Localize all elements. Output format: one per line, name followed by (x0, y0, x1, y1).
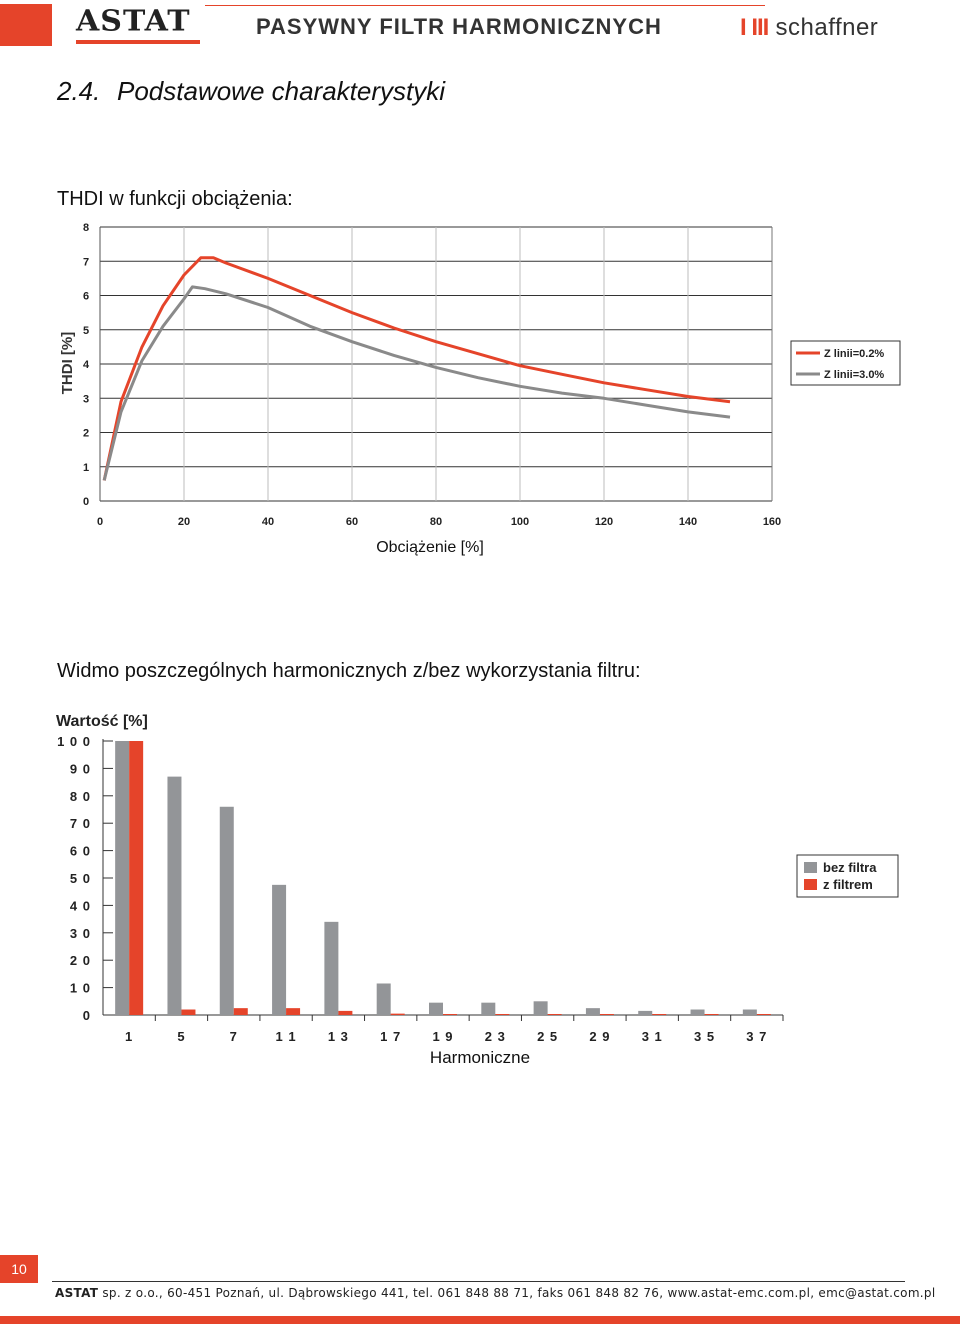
chart1-heading: THDI w funkcji obciążenia: (57, 188, 293, 210)
chart1-y-tick-label: 3 (82, 393, 90, 406)
chart2-x-tick-label: 1 3 (327, 1029, 349, 1044)
chart2-bar-z-filtrem (129, 741, 143, 1015)
chart2-bar-z-filtrem (443, 1014, 457, 1015)
chart1-grid (100, 227, 772, 501)
chart2-y-tick-label: 4 0 (69, 898, 91, 914)
chart2-bar-z-filtrem (495, 1014, 509, 1015)
chart2-legend-label: bez filtra (823, 860, 877, 875)
chart2-bar-bez-filtra (272, 885, 286, 1015)
chart2-y-tick-label: 8 0 (69, 788, 91, 804)
chart2-x-tick-label: 3 7 (746, 1029, 768, 1044)
chart2-bar-z-filtrem (705, 1014, 719, 1015)
chart2-bar-bez-filtra (429, 1003, 443, 1015)
chart1-x-ticks (97, 516, 781, 528)
harmonics-bar-chart (0, 705, 960, 1075)
chart2-y-tick-label: 7 0 (69, 816, 91, 832)
chart2-bar-z-filtrem (600, 1014, 614, 1015)
chart1-y-axis-label: THDI [%] (59, 331, 76, 395)
chart2-bar-z-filtrem (338, 1011, 352, 1015)
chart2-heading: Widmo poszczególnych harmonicznych z/bez wykorzystania filtru: (57, 660, 641, 682)
chart2-x-tick-label: 2 3 (484, 1029, 506, 1044)
footer-contact (55, 1286, 935, 1300)
chart1-y-tick-label: 6 (82, 290, 90, 303)
section-title-text: Podstawowe charakterystyki (117, 76, 446, 106)
footer-address: sp. z o.o., 60-451 Poznań, ul. Dąbrowskiego 441, tel. 061 848 88 71, faks 061 848 82 76, www.astat-emc.com.pl, emc@astat.com.pl (102, 1286, 936, 1300)
chart1-legend (791, 341, 900, 385)
schaffner-logo (740, 14, 878, 42)
chart1-series-line-1 (104, 258, 730, 481)
chart1-y-tick-label: 5 (82, 324, 90, 337)
chart2-y-tick-label: 1 0 0 (57, 734, 91, 749)
section-number: 2.4. (57, 76, 101, 106)
chart2-x-tick-label: 3 5 (693, 1029, 716, 1044)
chart1-y-tick-label: 2 (82, 427, 90, 440)
chart2-bar-bez-filtra (115, 741, 129, 1015)
chart2-bar-z-filtrem (234, 1008, 248, 1015)
header-red-square (0, 4, 52, 46)
chart1-y-tick-label: 4 (82, 359, 90, 371)
chart2-x-tick-label: 7 (229, 1029, 238, 1044)
chart1-y-tick-label: 0 (82, 496, 90, 508)
chart2-legend-swatch (804, 879, 817, 890)
chart1-y-tick-label: 8 (82, 222, 90, 234)
chart2-x-tick-label: 1 (125, 1029, 134, 1044)
brand-name: schaffner (775, 14, 879, 41)
chart2-x-tick-label: 2 9 (589, 1029, 611, 1044)
footer-company: ASTAT (55, 1286, 99, 1300)
chart2-bar-bez-filtra (481, 1003, 495, 1015)
chart2-x-tick-label: 3 1 (641, 1029, 663, 1044)
astat-logo: ASTAT (76, 4, 191, 39)
chart1-series (104, 258, 730, 481)
chart2-legend-label: z filtrem (823, 877, 873, 892)
thdi-line-chart (0, 215, 960, 560)
header-rule (205, 5, 765, 6)
chart2-bar-bez-filtra (220, 807, 234, 1015)
brand-bars: I III (740, 14, 769, 41)
footer-rule (52, 1281, 905, 1282)
chart2-y-axis-label: Wartość [%] (56, 713, 148, 730)
chart2-x-tick-label: 5 (177, 1029, 186, 1044)
chart2-bar-z-filtrem (548, 1014, 562, 1015)
chart2-bar-bez-filtra (167, 777, 181, 1015)
chart1-legend-label: Z linii=3.0% (824, 369, 885, 381)
chart2-bar-bez-filtra (638, 1011, 652, 1015)
chart2-bar-z-filtrem (391, 1014, 405, 1015)
chart2-x-tick-label: 1 7 (380, 1029, 402, 1044)
chart1-series-line-2 (104, 287, 730, 481)
chart2-legend-swatch (804, 862, 817, 873)
chart2-bar-bez-filtra (377, 983, 391, 1015)
chart1-y-tick-label: 1 (82, 461, 90, 474)
chart2-y-tick-label: 9 0 (69, 761, 91, 777)
chart2-bar-z-filtrem (652, 1014, 666, 1015)
chart2-bars (115, 741, 771, 1015)
chart2-x-tick-label: 1 9 (432, 1029, 454, 1044)
chart2-y-tick-label: 6 0 (69, 843, 91, 859)
chart1-y-tick-label: 7 (82, 256, 90, 269)
chart2-y-tick-label: 2 0 (69, 953, 91, 969)
chart1-x-axis-label: Obciążenie [%] (376, 539, 484, 556)
chart2-bar-bez-filtra (586, 1008, 600, 1015)
header-title: PASYWNY FILTR HARMONICZNYCH (256, 14, 662, 39)
chart1-x-tick-label: 140 (678, 516, 698, 528)
chart1-x-tick-label: 20 (177, 516, 191, 528)
chart2-bar-bez-filtra (691, 1010, 705, 1015)
chart2-bar-z-filtrem (181, 1010, 195, 1015)
chart2-bar-bez-filtra (324, 922, 338, 1015)
chart2-y-ticks (57, 734, 113, 1023)
section-title (57, 76, 445, 107)
chart2-x-ticks (125, 1015, 783, 1044)
chart2-y-tick-label: 0 (82, 1008, 91, 1023)
chart1-x-tick-label: 120 (594, 516, 614, 528)
chart2-y-tick-label: 1 0 (69, 980, 91, 996)
chart2-axes (103, 739, 783, 1015)
chart2-y-tick-label: 3 0 (69, 925, 91, 941)
chart1-x-tick-label: 0 (96, 516, 104, 528)
chart2-x-tick-label: 2 5 (537, 1029, 559, 1044)
chart2-legend (797, 855, 898, 897)
chart1-legend-label: Z linii=0.2% (824, 348, 885, 360)
chart1-y-ticks (83, 222, 90, 508)
page-number: 10 (0, 1255, 38, 1283)
chart2-bar-bez-filtra (534, 1001, 548, 1015)
chart1-x-tick-label: 160 (762, 516, 782, 528)
chart2-y-tick-label: 5 0 (69, 871, 91, 886)
chart1-x-tick-label: 60 (345, 516, 359, 528)
chart1-x-tick-label: 40 (261, 516, 275, 528)
chart2-bar-z-filtrem (757, 1014, 771, 1015)
chart2-bar-z-filtrem (286, 1008, 300, 1015)
chart1-x-tick-label: 80 (429, 516, 443, 528)
chart2-x-axis-label: Harmoniczne (429, 1048, 531, 1067)
logo-underline (76, 40, 200, 44)
chart2-x-tick-label: 1 1 (275, 1029, 297, 1044)
footer-red-bar (0, 1316, 960, 1324)
chart2-bar-bez-filtra (743, 1010, 757, 1015)
chart1-x-tick-label: 100 (510, 516, 530, 528)
